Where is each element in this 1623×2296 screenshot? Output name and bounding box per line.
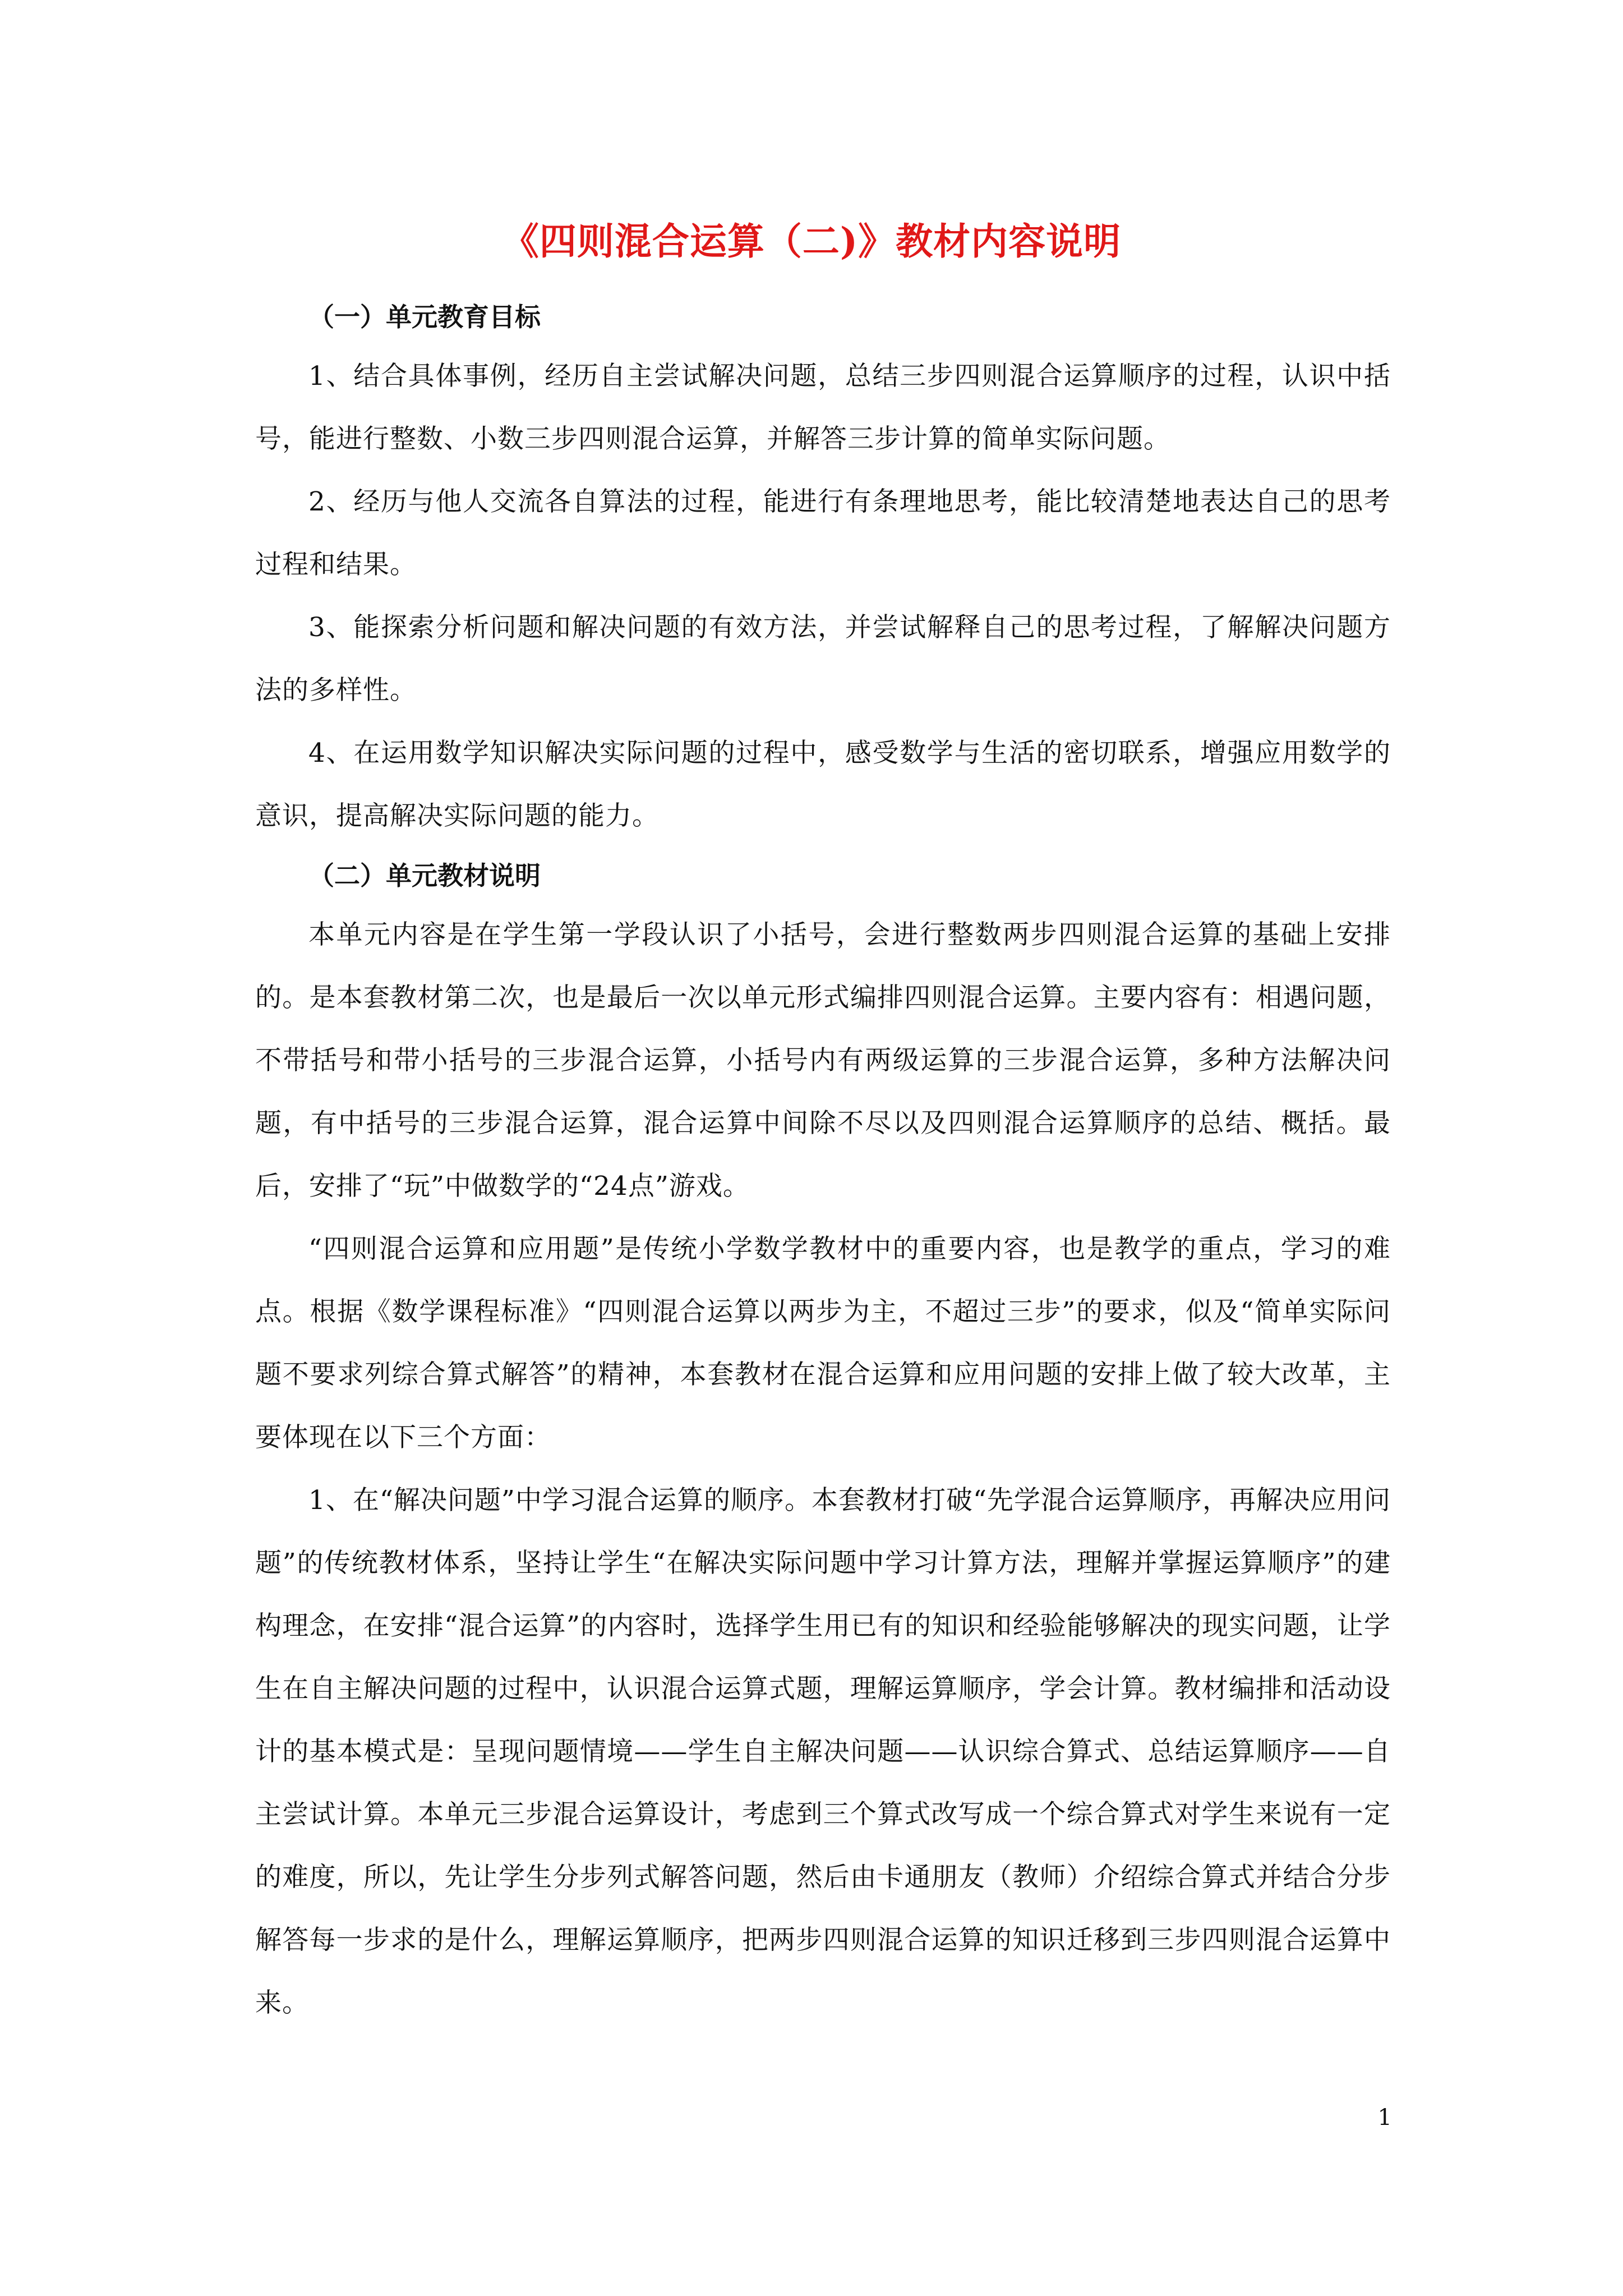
objective-item-3: 3、能探索分析问题和解决问题的有效方法，并尝试解释自己的思考过程，了解解决问题方法的多样性。 — [255, 612, 1391, 706]
document-title: 《四则混合运算（二)》教材内容说明 — [501, 219, 1122, 263]
section-heading-objectives: （一）单元教育目标 — [308, 302, 541, 332]
page-number: 1 — [1377, 2105, 1392, 2131]
materials-paragraph-3: 1、在“解决问题”中学习混合运算的顺序。本套教材打破“先学混合运算顺序，再解决应用问题”的传统教材体系，坚持让学生“在解决实际问题中学习计算方法，理解并掌握运算顺序”的建构理念，在安排“混合运算”的内容时，选择学生用已有的知识和经验能够解决的现实问题，让学生在自主解决问题的过程中，认识混合运算式题，理解运算顺序，学会计算。教材编排和活动设计的基本模式是：呈现问题情境——学生自主解决问题——认识综合算式、总结运算顺序——自主尝试计算。本单元三步混合运算设计，考虑到三个算式改写成一个综合算式对学生来说有一定的难度，所以，先让学生分步列式解答问题，然后由卡通朋友（教师）介绍综合算式并结合分步解答每一步求的是什么，理解运算顺序，把两步四则混合运算的知识迁移到三步四则混合运算中来。 — [255, 1485, 1391, 2018]
objective-item-4: 4、在运用数学知识解决实际问题的过程中，感受数学与生活的密切联系，增强应用数学的意识，提高解决实际问题的能力。 — [255, 738, 1391, 831]
document-body — [255, 289, 1391, 2035]
materials-paragraph-2: “四则混合运算和应用题”是传统小学数学教材中的重要内容，也是教学的重点，学习的难点。根据《数学课程标准》“四则混合运算以两步为主，不超过三步”的要求，似及“简单实际问题不要求列综合算式解答”的精神，本套教材在混合运算和应用问题的安排上做了较大改革，主要体现在以下三个方面： — [255, 1234, 1391, 1453]
objective-item-2: 2、经历与他人交流各自算法的过程，能进行有条理地思考，能比较清楚地表达自己的思考过程和结果。 — [255, 486, 1391, 580]
section-heading-materials: （二）单元教材说明 — [308, 861, 541, 891]
materials-paragraph-1: 本单元内容是在学生第一学段认识了小括号，会进行整数两步四则混合运算的基础上安排的。是本套教材第二次，也是最后一次以单元形式编排四则混合运算。主要内容有：相遇问题，不带括号和带小括号的三步混合运算，小括号内有两级运算的三步混合运算，多种方法解决问题，有中括号的三步混合运算，混合运算中间除不尽以及四则混合运算顺序的总结、概括。最后，安排了“玩”中做数学的“24点”游戏。 — [255, 919, 1391, 1202]
objective-item-1: 1、结合具体事例，经历自主尝试解决问题，总结三步四则混合运算顺序的过程，认识中括号，能进行整数、小数三步四则混合运算，并解答三步计算的简单实际问题。 — [255, 361, 1391, 454]
